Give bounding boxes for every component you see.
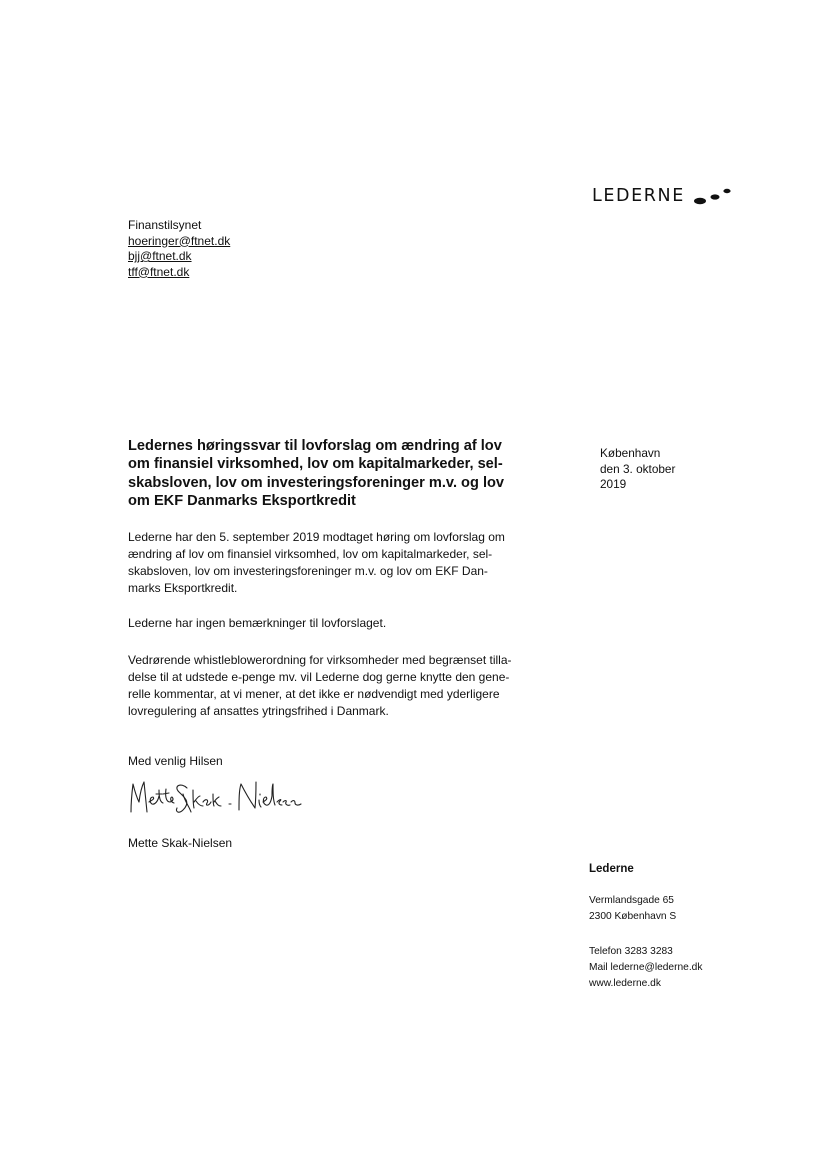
- paragraph-received: [128, 529, 548, 597]
- place-date: [600, 446, 720, 493]
- heading-line: Ledernes høringssvar til lovforslag om ændring af lov: [128, 438, 502, 454]
- handwritten-signature: [125, 772, 305, 822]
- paragraph-line: ændring af lov om finansiel virksomhed, lov om kapitalmarkeder, sel-: [128, 547, 493, 561]
- footer-org-name: Lederne: [589, 863, 634, 875]
- email-link-hoeringer[interactable]: hoeringer@ftnet.dk: [128, 233, 231, 248]
- footer-contact: [589, 944, 702, 992]
- heading-line: skabsloven, lov om investeringsforeninger m.v. og lov: [128, 474, 505, 491]
- footer-address: [589, 893, 676, 925]
- contact-phone: Telefon 3283 3283: [589, 946, 673, 957]
- date-line: den 3. oktober: [600, 461, 676, 476]
- paragraph-line: delse til at udstede e-penge mv. vil Lederne dog gerne knytte den gene-: [128, 670, 510, 684]
- logo-dots-icon: [689, 187, 733, 205]
- email-link-bjj[interactable]: bjj@ftnet.dk: [128, 249, 192, 263]
- contact-website[interactable]: www.lederne.dk: [589, 978, 661, 989]
- recipient-block: [128, 218, 230, 280]
- logo-text: LEDERNE: [592, 185, 685, 206]
- contact-mail[interactable]: Mail lederne@lederne.dk: [589, 962, 703, 973]
- email-link-tff[interactable]: tff@ftnet.dk: [128, 264, 190, 279]
- paragraph-no-remarks: [128, 615, 548, 632]
- letter-heading: [128, 437, 538, 511]
- paragraph-line: marks Eksportkredit.: [128, 581, 238, 595]
- paragraph-line: Vedrørende whistleblowerordning for virksomheder med begrænset tilla-: [128, 653, 512, 667]
- paragraph-line: skabsloven, lov om investeringsforeninger m.v. og lov om EKF Dan-: [128, 564, 488, 578]
- closing-greeting: Med venlig Hilsen: [128, 754, 223, 768]
- paragraph-whistleblower: [128, 652, 548, 720]
- heading-line: om finansiel virksomhed, lov om kapitalmarkeder, sel-: [128, 456, 503, 473]
- lederne-logo: [592, 187, 733, 205]
- recipient-name: Finanstilsynet: [128, 218, 202, 232]
- address-street: Vermlandsgade 65: [589, 895, 674, 906]
- signer-name: Mette Skak-Nielsen: [128, 836, 233, 850]
- paragraph-line: Lederne har den 5. september 2019 modtaget høring om lovforslag om: [128, 530, 505, 544]
- heading-line: om EKF Danmarks Eksportkredit: [128, 493, 356, 510]
- city: København: [600, 446, 661, 460]
- year: 2019: [600, 477, 627, 492]
- paragraph-line: lovregulering af ansattes ytringsfrihed i Danmark.: [128, 704, 389, 718]
- address-city: 2300 København S: [589, 911, 677, 922]
- paragraph-line: Lederne har ingen bemærkninger til lovforslaget.: [128, 616, 387, 630]
- paragraph-line: relle kommentar, at vi mener, at det ikke er nødvendigt med yderligere: [128, 687, 500, 701]
